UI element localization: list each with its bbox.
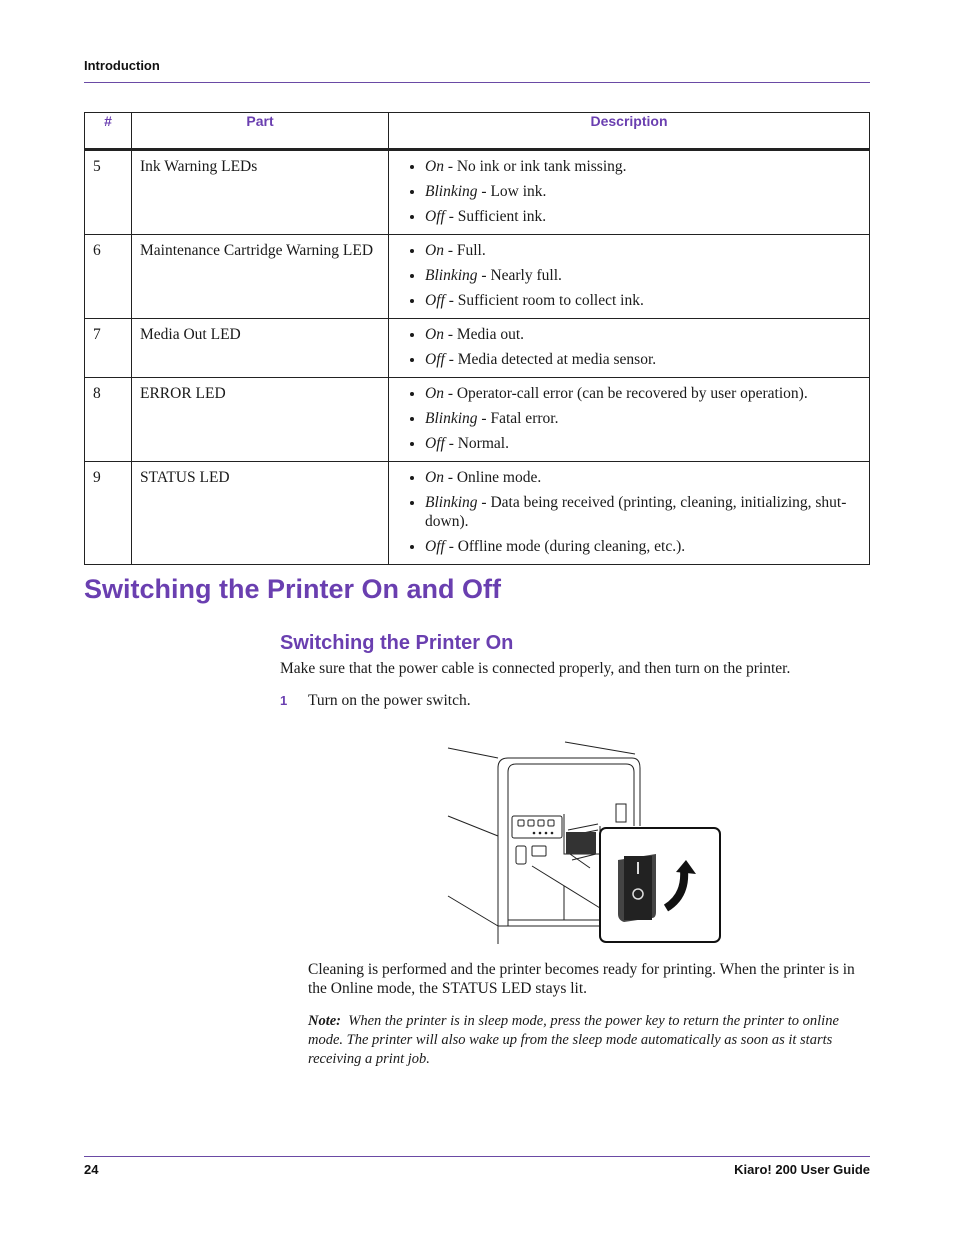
footer-rule: [84, 1156, 870, 1157]
desc-term: On: [425, 242, 444, 259]
desc-term: On: [425, 385, 444, 402]
col-header-num: #: [85, 113, 132, 150]
footer-title: Kiaro! 200 User Guide: [734, 1162, 870, 1177]
desc-item: [425, 468, 861, 487]
col-header-part: Part: [132, 113, 389, 150]
row-part: STATUS LED: [132, 462, 389, 565]
col-header-description: Description: [389, 113, 870, 150]
result-paragraph: Cleaning is performed and the printer becomes ready for printing. When the printer is in the Online mode, the STATUS LED stays lit.: [308, 961, 855, 997]
desc-term: Off: [425, 208, 445, 225]
desc-term: Off: [425, 538, 445, 555]
row-number: 8: [85, 378, 132, 462]
row-number: 6: [85, 235, 132, 319]
header-rule: [84, 82, 870, 83]
desc-text: - Nearly full.: [477, 267, 562, 284]
step-text: Turn on the power switch.: [308, 692, 471, 709]
desc-text: - Operator-call error (can be recovered by user operation).: [443, 385, 808, 402]
desc-term: Blinking: [425, 410, 478, 427]
table-row: [85, 235, 870, 319]
desc-text: - Fatal error.: [477, 410, 559, 427]
note-label: Note:: [308, 1013, 342, 1029]
page-number: 24: [84, 1162, 99, 1177]
desc-text: - Online mode.: [443, 469, 542, 486]
parts-table: [84, 112, 870, 565]
row-number: 9: [85, 462, 132, 565]
desc-term: Blinking: [425, 267, 478, 284]
desc-text: - Data being received (printing, cleaning, initializing, shut-down).: [425, 494, 847, 530]
desc-item: [425, 266, 861, 285]
step-item: [280, 692, 471, 710]
desc-item: [425, 409, 861, 428]
desc-text: - Full.: [443, 242, 486, 259]
desc-text: - Offline mode (during cleaning, etc.).: [444, 538, 686, 555]
row-description: [389, 378, 870, 462]
row-part: Maintenance Cartridge Warning LED: [132, 235, 389, 319]
desc-item: [425, 325, 861, 344]
desc-term: Blinking: [425, 494, 478, 511]
desc-item: [425, 207, 861, 226]
desc-term: On: [425, 469, 444, 486]
desc-item: [425, 291, 861, 310]
row-part: Media Out LED: [132, 319, 389, 378]
table-row: [85, 462, 870, 565]
intro-paragraph: Make sure that the power cable is connected properly, and then turn on the printer.: [280, 660, 791, 677]
desc-text: - Media out.: [443, 326, 525, 343]
desc-text: - Low ink.: [477, 183, 547, 200]
table-row: [85, 150, 870, 235]
table-row: [85, 319, 870, 378]
power-switch-illustration: [440, 736, 730, 948]
row-part: Ink Warning LEDs: [132, 150, 389, 235]
note-text: When the printer is in sleep mode, press the power key to return the printer to online mode. The printer will also wake up from the sleep mode automatically as soon as it starts receiving a print job.: [308, 1013, 839, 1067]
row-number: 5: [85, 150, 132, 235]
step-number: 1: [280, 693, 288, 708]
row-description: [389, 319, 870, 378]
desc-text: - Normal.: [444, 435, 509, 452]
table-row: [85, 378, 870, 462]
running-head: Introduction: [84, 58, 160, 73]
desc-text: - Sufficient ink.: [444, 208, 547, 225]
table-header-row: [85, 113, 870, 150]
row-number: 7: [85, 319, 132, 378]
row-description: [389, 235, 870, 319]
desc-item: [425, 241, 861, 260]
desc-term: Off: [425, 292, 445, 309]
desc-term: On: [425, 326, 444, 343]
desc-item: [425, 493, 861, 531]
row-description: [389, 150, 870, 235]
desc-text: - Media detected at media sensor.: [444, 351, 657, 368]
desc-item: [425, 350, 861, 369]
subsection-title: Switching the Printer On: [280, 632, 514, 654]
desc-term: On: [425, 158, 444, 175]
row-part: ERROR LED: [132, 378, 389, 462]
desc-term: Off: [425, 435, 445, 452]
desc-item: [425, 384, 861, 403]
desc-term: Blinking: [425, 183, 478, 200]
desc-text: - Sufficient room to collect ink.: [444, 292, 644, 309]
desc-text: - No ink or ink tank missing.: [443, 158, 627, 175]
desc-item: [425, 182, 861, 201]
desc-item: [425, 434, 861, 453]
desc-item: [425, 537, 861, 556]
row-description: [389, 462, 870, 565]
desc-item: [425, 157, 861, 176]
section-title: Switching the Printer On and Off: [84, 574, 502, 604]
note-paragraph: [308, 1012, 870, 1069]
desc-term: Off: [425, 351, 445, 368]
